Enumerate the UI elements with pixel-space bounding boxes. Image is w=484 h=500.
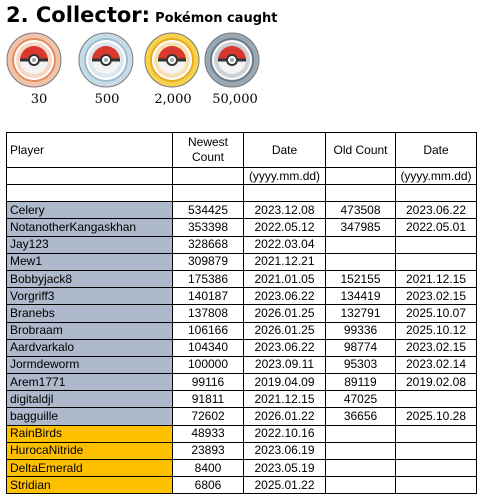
old-count-cell: 347985 (326, 219, 396, 236)
player-name-cell: Celery (7, 202, 173, 219)
header-date-format: (yyyy.mm.dd) (244, 168, 326, 185)
newest-count-cell: 6806 (173, 477, 244, 494)
empty-cell (173, 168, 244, 185)
table-row (7, 236, 477, 253)
old-count-cell: 134419 (326, 288, 396, 305)
gold-pokeball-medal-icon (144, 32, 200, 88)
old-count-cell (326, 442, 396, 459)
newest-count-cell: 91811 (173, 391, 244, 408)
old-count-cell: 473508 (326, 202, 396, 219)
newest-date-cell: 2021.01.05 (244, 270, 326, 287)
old-date-cell: 2021.12.15 (396, 270, 477, 287)
header-date: Date (244, 133, 326, 168)
newest-count-cell: 23893 (173, 442, 244, 459)
old-date-cell: 2023.02.14 (396, 356, 477, 373)
old-count-cell: 89119 (326, 374, 396, 391)
table-row (7, 374, 477, 391)
old-date-cell (396, 391, 477, 408)
newest-date-cell: 2022.05.12 (244, 219, 326, 236)
old-date-cell: 2023.02.15 (396, 339, 477, 356)
old-count-cell (326, 253, 396, 270)
header-old-date: Date (396, 133, 477, 168)
old-count-cell: 95303 (326, 356, 396, 373)
header-old-count: Old Count (326, 133, 396, 168)
table-row (7, 322, 477, 339)
player-name-cell: Vorgriff3 (7, 288, 173, 305)
medal-threshold-label: 2,000 (154, 92, 192, 107)
old-date-cell (396, 442, 477, 459)
old-count-cell: 99336 (326, 322, 396, 339)
old-date-cell (396, 477, 477, 494)
medal-threshold-label: 500 (94, 92, 120, 107)
leaderboard-table (6, 132, 477, 494)
empty-cell (326, 185, 396, 202)
table-row (7, 270, 477, 287)
spacer-row (7, 185, 477, 202)
section-heading (6, 3, 277, 27)
header-old-date-format: (yyyy.mm.dd) (396, 168, 477, 185)
newest-date-cell: 2026.01.25 (244, 322, 326, 339)
table-row (7, 356, 477, 373)
newest-count-cell: 104340 (173, 339, 244, 356)
newest-count-cell: 309879 (173, 253, 244, 270)
newest-date-cell: 2021.12.21 (244, 253, 326, 270)
old-date-cell: 2025.10.28 (396, 408, 477, 425)
newest-date-cell: 2023.06.22 (244, 339, 326, 356)
table-row (7, 477, 477, 494)
old-date-cell: 2023.06.22 (396, 202, 477, 219)
old-date-cell: 2025.10.12 (396, 322, 477, 339)
newest-count-cell: 353398 (173, 219, 244, 236)
newest-date-cell: 2023.09.11 (244, 356, 326, 373)
player-name-cell: Arem1771 (7, 374, 173, 391)
old-date-cell (396, 236, 477, 253)
player-name-cell: DeltaEmerald (7, 460, 173, 477)
old-count-cell (326, 460, 396, 477)
newest-date-cell: 2023.06.22 (244, 288, 326, 305)
medal-row (0, 30, 300, 110)
newest-date-cell: 2023.05.19 (244, 460, 326, 477)
old-date-cell (396, 425, 477, 442)
old-date-cell: 2022.05.01 (396, 219, 477, 236)
table-row (7, 339, 477, 356)
newest-count-cell: 106166 (173, 322, 244, 339)
newest-count-cell: 137808 (173, 305, 244, 322)
table-row (7, 305, 477, 322)
old-count-cell: 36656 (326, 408, 396, 425)
old-date-cell (396, 460, 477, 477)
old-count-cell: 152155 (326, 270, 396, 287)
newest-count-cell: 175386 (173, 270, 244, 287)
newest-count-cell: 328668 (173, 236, 244, 253)
newest-count-cell: 48933 (173, 425, 244, 442)
newest-date-cell: 2023.12.08 (244, 202, 326, 219)
old-date-cell: 2025.10.07 (396, 305, 477, 322)
section-title: 2. Collector: (6, 3, 151, 27)
newest-date-cell: 2026.01.25 (244, 305, 326, 322)
newest-count-cell: 99116 (173, 374, 244, 391)
old-date-cell: 2019.02.08 (396, 374, 477, 391)
newest-count-cell: 100000 (173, 356, 244, 373)
table-row (7, 425, 477, 442)
old-count-cell (326, 236, 396, 253)
newest-date-cell: 2022.03.04 (244, 236, 326, 253)
medal-threshold-label: 50,000 (212, 92, 258, 107)
newest-date-cell: 2025.01.22 (244, 477, 326, 494)
table-row (7, 202, 477, 219)
player-name-cell: digitaldjl (7, 391, 173, 408)
old-date-cell (396, 253, 477, 270)
table-row (7, 460, 477, 477)
empty-cell (7, 185, 173, 202)
old-count-cell: 47025 (326, 391, 396, 408)
old-date-cell: 2023.02.15 (396, 288, 477, 305)
bronze-pokeball-medal-icon (6, 32, 62, 88)
player-name-cell: Bobbyjack8 (7, 270, 173, 287)
player-name-cell: Aardvarkalo (7, 339, 173, 356)
player-name-cell: RainBirds (7, 425, 173, 442)
player-name-cell: NotanotherKangaskhan (7, 219, 173, 236)
newest-date-cell: 2019.04.09 (244, 374, 326, 391)
player-name-cell: Mew1 (7, 253, 173, 270)
header-player: Player (7, 133, 173, 168)
empty-cell (326, 168, 396, 185)
newest-date-cell: 2022.10.16 (244, 425, 326, 442)
medal-threshold-label: 30 (30, 92, 48, 107)
player-name-cell: bagguille (7, 408, 173, 425)
table-row (7, 288, 477, 305)
newest-date-cell: 2023.06.19 (244, 442, 326, 459)
empty-cell (7, 168, 173, 185)
newest-count-cell: 72602 (173, 408, 244, 425)
player-name-cell: Stridian (7, 477, 173, 494)
old-count-cell (326, 425, 396, 442)
newest-count-cell: 8400 (173, 460, 244, 477)
table-row (7, 253, 477, 270)
player-name-cell: Jay123 (7, 236, 173, 253)
table-row (7, 442, 477, 459)
player-name-cell: Jormdeworm (7, 356, 173, 373)
platinum-pokeball-medal-icon (204, 32, 260, 88)
old-count-cell: 132791 (326, 305, 396, 322)
player-name-cell: Brobraam (7, 322, 173, 339)
old-count-cell: 98774 (326, 339, 396, 356)
table-row (7, 219, 477, 236)
table-row (7, 391, 477, 408)
silver-pokeball-medal-icon (78, 32, 134, 88)
player-name-cell: HurocaNitride (7, 442, 173, 459)
table-row (7, 408, 477, 425)
header-row (7, 133, 477, 168)
empty-cell (173, 185, 244, 202)
newest-count-cell: 534425 (173, 202, 244, 219)
section-subtitle: Pokémon caught (155, 11, 278, 26)
empty-cell (244, 185, 326, 202)
newest-date-cell: 2026.01.22 (244, 408, 326, 425)
header-newest-count: Newest Count (173, 133, 244, 168)
empty-cell (396, 185, 477, 202)
player-name-cell: Branebs (7, 305, 173, 322)
old-count-cell (326, 477, 396, 494)
newest-count-cell: 140187 (173, 288, 244, 305)
newest-date-cell: 2021.12.15 (244, 391, 326, 408)
header-format-row (7, 168, 477, 185)
